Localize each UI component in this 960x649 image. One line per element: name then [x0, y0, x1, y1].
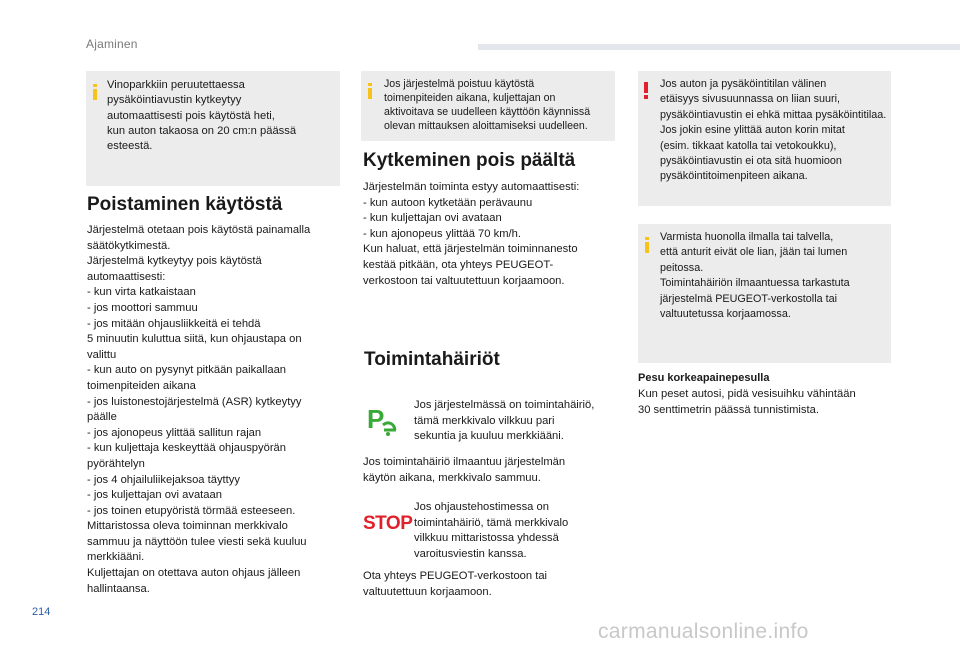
warning-note-distance	[638, 71, 891, 206]
stop-warning-icon	[363, 513, 413, 535]
heading-deactivation: Kytkeminen pois päältä	[363, 150, 576, 171]
info-icon	[645, 237, 649, 253]
info-note-text: Vinoparkkiin peruutettaessa pysäköintiavustin kytkeytyy automaattisesti pois käytöstä heti, kun auton takaosa on 20 cm:n päässä esteestä.	[107, 79, 297, 153]
warning-note-text: Jos auton ja pysäköintitilan välinen etäisyys sivusuunnassa on liian suuri, pysäköintiavustin ei ehkä mittaa pysäköintitilaa. Jos jokin esine ylittää auton korin mitat (esim. tikkaat katolla tai vetokoukku), pysäköintiavustin ei ota sitä huomioon pysäköintitoimenpiteen aikana.	[660, 78, 887, 183]
wash-title: Pesu korkeapainepesulla	[638, 372, 770, 384]
section-title: Ajaminen	[86, 37, 138, 51]
warning-exclamation-icon	[644, 82, 648, 99]
wash-body-text: Kun peset autosi, pidä vesisuihku vähintään 30 senttimetrin päässä tunnistimista.	[638, 388, 856, 416]
info-note-reactivate	[361, 71, 615, 141]
stop-icon-label: STOP	[363, 513, 413, 534]
parking-assist-p-icon	[366, 403, 402, 437]
page-number: 214	[32, 606, 51, 618]
malfunction-body-text: Jos toimintahäiriö ilmaantuu järjestelmän käytön aikana, merkkivalo sammuu.	[363, 456, 566, 484]
heading-malfunctions: Toimintahäiriöt	[364, 349, 500, 370]
contact-network-text: Ota yhteys PEUGEOT-verkostoon tai valtuutettuun korjaamoon.	[363, 570, 548, 598]
stop-icon-description: Jos ohjaustehostimessa on toimintahäiriö, tämä merkkivalo vilkkuu mittaristossa yhdessä varoitusviestin kanssa.	[414, 501, 569, 560]
disable-body-text: Järjestelmä otetaan pois käytöstä painamalla säätökytkimestä. Järjestelmä kytkeytyy pois käytöstä automaattisesti: - kun virta katkaistaan - jos moottori sammuu - jos mitään ohjausliikkeitä ei tehdä 5 minuutin kuluttua siitä, kun ohjaustapa on valittu - kun auto on pysynyt pitkään paikallaan toimenpiteiden aikana - jos luistonestojärjestelmä (ASR) kytkeytyy päälle - jos ajonopeus ylittää sallitun rajan - kun kuljettaja keskeyttää ohjauspyörän pyörähtelyn - jos 4 ohjailuliikejaksoa täyttyy - jos kuljettajan ovi avataan - jos toinen etupyöristä törmää esteeseen. Mittaristossa oleva toiminnan merkkivalo sammuu ja näyttöön tulee viesti sekä kuuluu merkkiääni. Kuljettajan on otettava auton ohjaus jälleen hallintaansa.	[87, 224, 311, 595]
info-note-text: Jos järjestelmä poistuu käytöstä toimenpiteiden aikana, kuljettajan on aktivoitava se uudelleen käyttöön käynnissä olevan mittauksen aloittamiseksi uudelleen.	[384, 78, 591, 132]
info-icon	[93, 84, 97, 100]
p-icon-description: Jos järjestelmässä on toimintahäiriö, tämä merkkivalo vilkkuu pari sekuntia ja kuuluu merkkiääni.	[414, 399, 595, 443]
info-note-reverse-parking	[86, 71, 340, 186]
header-divider	[478, 44, 960, 50]
svg-text:P: P	[367, 404, 385, 434]
watermark-text: carmanualsonline.info	[598, 620, 809, 643]
info-note-text: Varmista huonolla ilmalla tai talvella, että anturit eivät ole lian, jään tai lumen peitossa. Toimintahäiriön ilmaantuessa tarkastuta järjestelmä PEUGEOT-verkostolla tai valtuutetussa korjaamossa.	[660, 231, 850, 321]
deactivation-body-text: Järjestelmän toiminta estyy automaattisesti: - kun autoon kytketään perävaunu - kun kuljettajan ovi avataan - kun ajonopeus ylittää 70 km/h. Kun haluat, että järjestelmän toiminnanesto kestää pitkään, ota yhteys PEUGEOT- verkostoon tai valtuutettuun korjaamoon.	[363, 181, 580, 287]
info-note-sensors	[638, 224, 891, 363]
heading-disable: Poistaminen käytöstä	[87, 194, 283, 215]
info-icon	[368, 83, 372, 99]
